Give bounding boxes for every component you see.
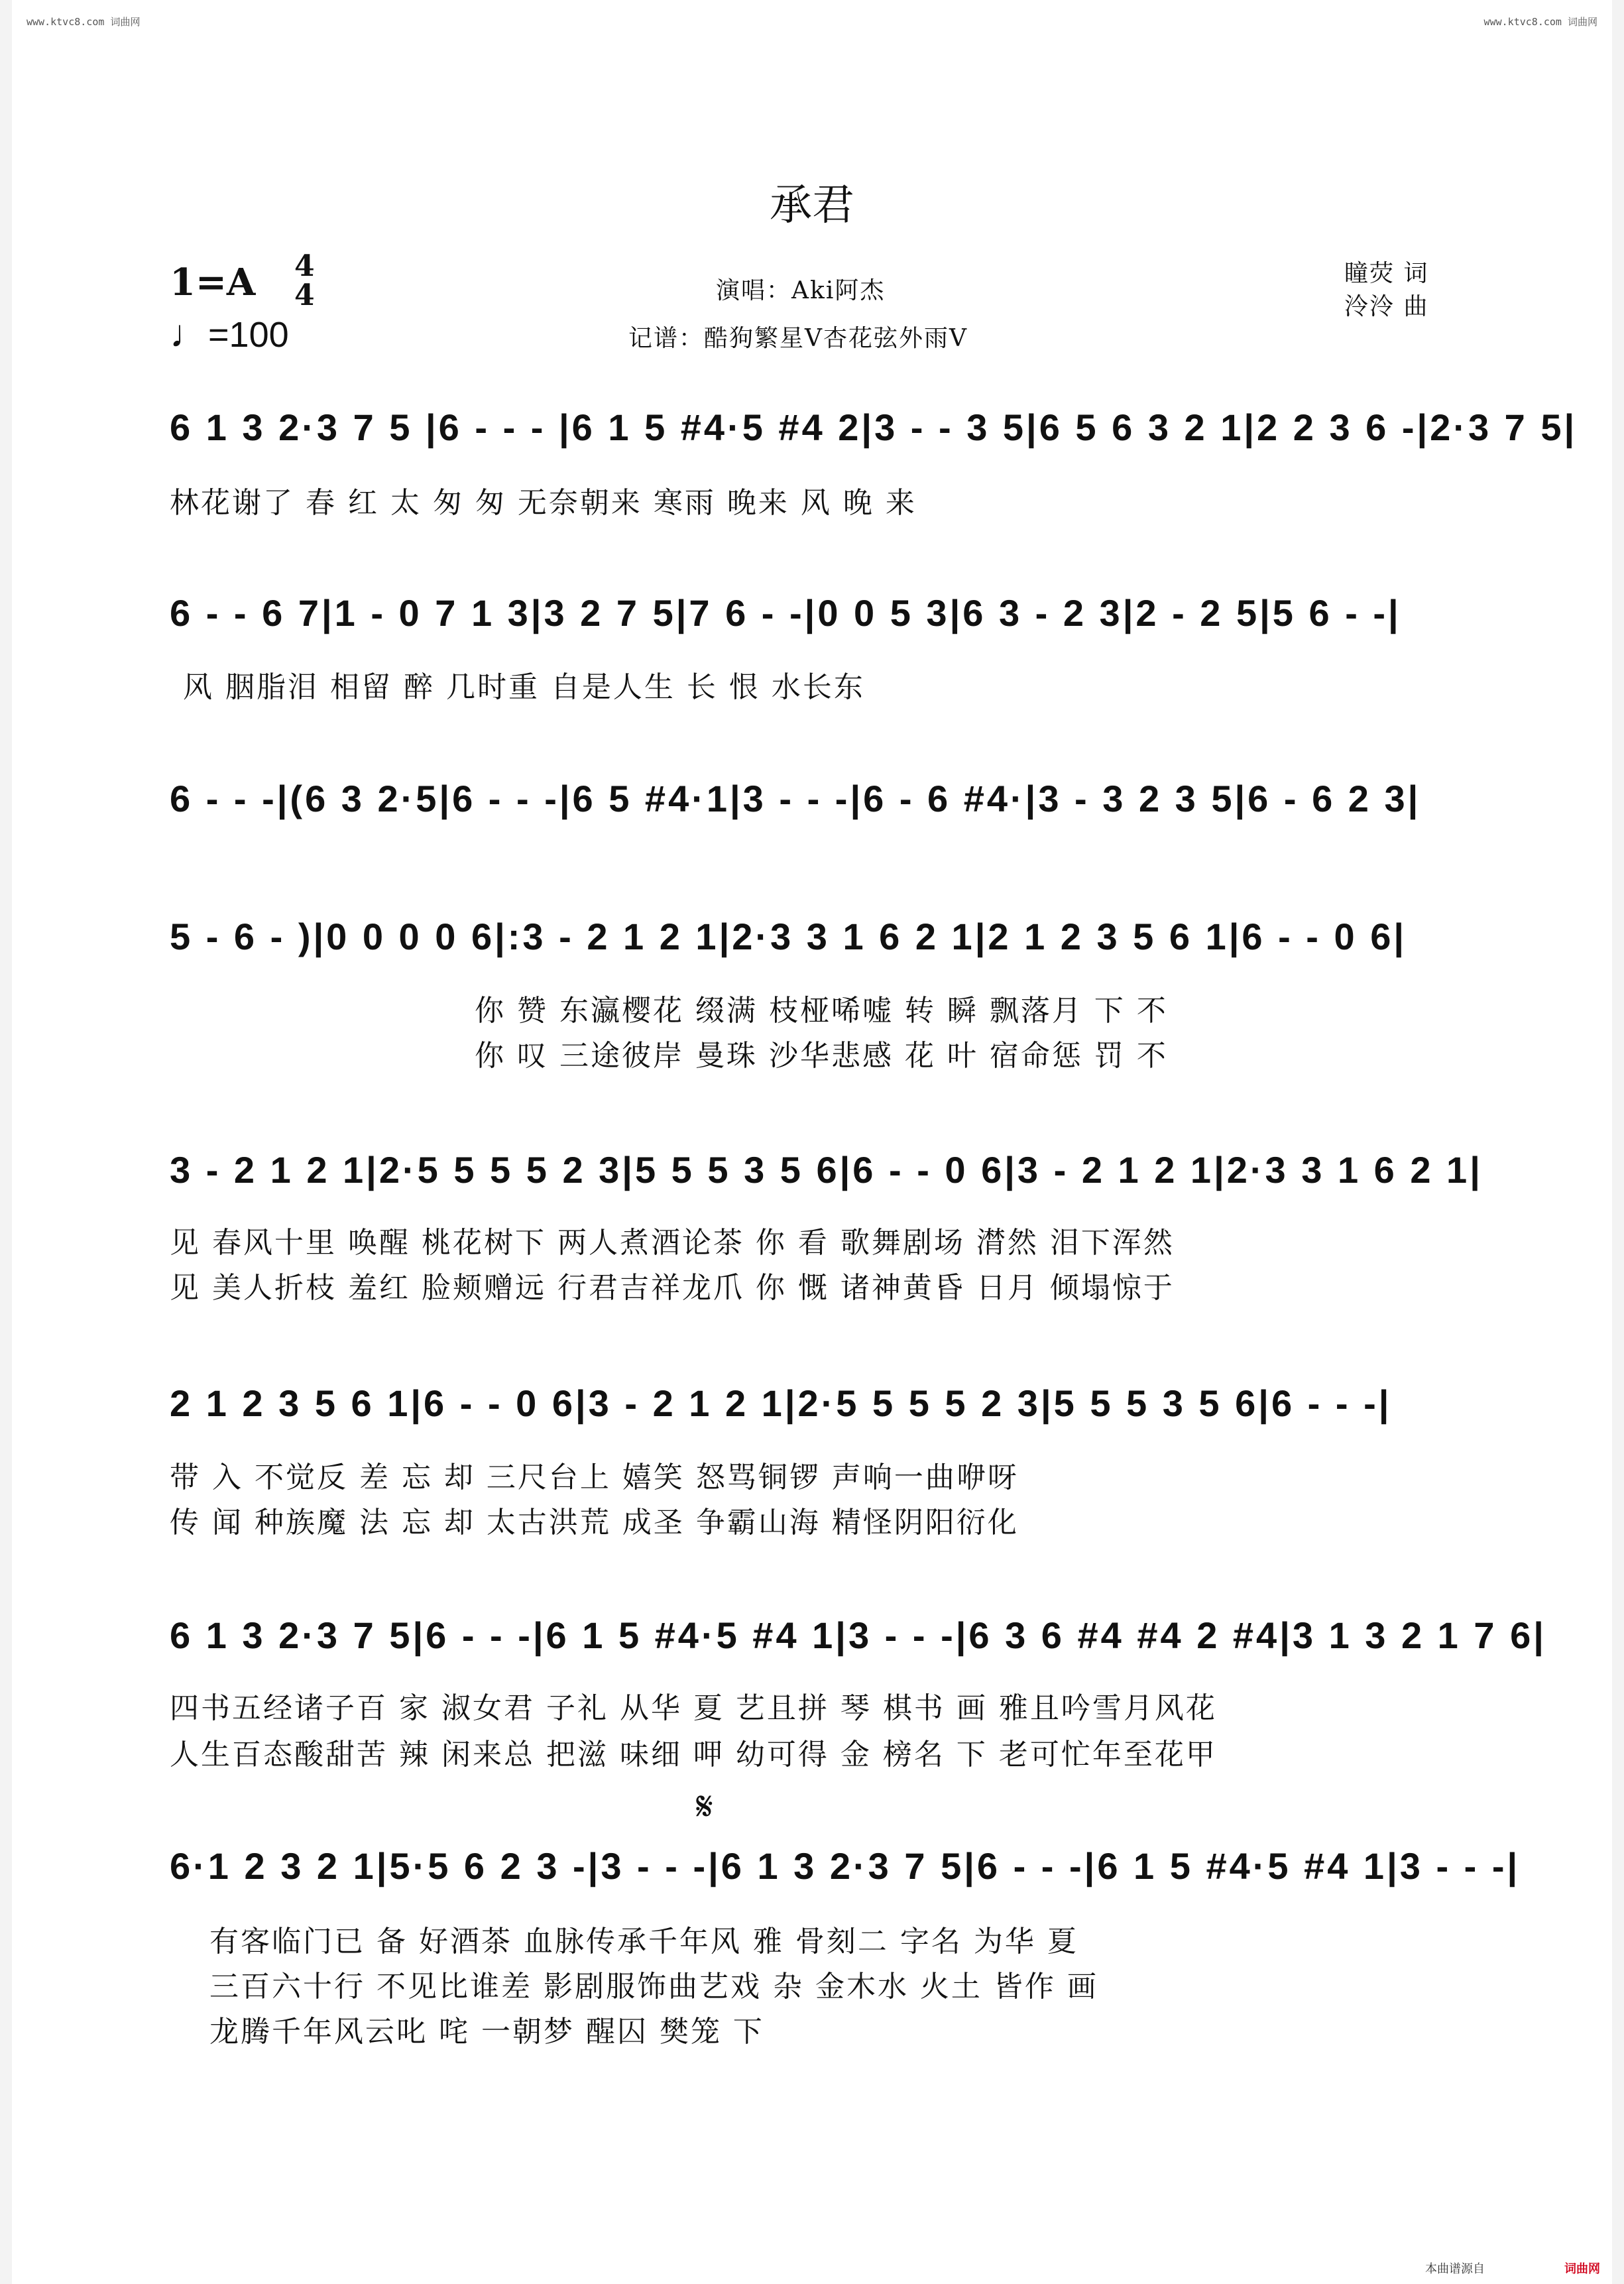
lyric-line-4a: 你 赞 东瀛樱花 缀满 枝桠唏嘘 转 瞬 飘落月 下 不 xyxy=(475,994,1168,1028)
lyric-line-4b: 你 叹 三途彼岸 曼珠 沙华悲感 花 叶 宿命惩 罚 不 xyxy=(475,1039,1168,1073)
notation-line-3: 6 - - -|(6 3 2·5|6 - - -|6 5 #4·1|3 - - -|6 - 6 #4·|3 - 3 2 3 5|6 - 6 2 3| xyxy=(170,778,1421,819)
notation-line-5: 3 - 2 1 2 1|2·5 5 5 5 2 3|5 5 5 3 5 6|6 - - 0 6|3 - 2 1 2 1|2·3 3 1 6 2 1| xyxy=(170,1149,1483,1191)
tempo-value: =100 xyxy=(208,315,289,355)
left-site-text: 词曲网 xyxy=(110,16,141,28)
segno-icon: 𝄋 xyxy=(696,1783,713,1830)
lyric-line-6a: 带 入 不觉反 差 忘 却 三尺台上 嬉笑 怒骂铜锣 声响一曲咿呀 xyxy=(170,1461,1019,1494)
lyric-line-8b: 三百六十行 不见比谁差 影剧服饰曲艺戏 杂 金木水 火土 皆作 画 xyxy=(209,1970,1098,2004)
notation-line-2: 6 - - 6 7|1 - 0 7 1 3|3 2 7 5|7 6 - -|0 0 5 3|6 3 - 2 3|2 - 2 5|5 6 - -| xyxy=(170,592,1401,634)
tempo-marking xyxy=(170,312,289,356)
lyric-line-6b: 传 闻 种族魔 法 忘 却 太古洪荒 成圣 争霸山海 精怪阴阳衍化 xyxy=(170,1506,1019,1539)
time-top: 4 xyxy=(294,249,315,283)
notation-line-7: 6 1 3 2·3 7 5|6 - - -|6 1 5 #4·5 #4 1|3 - - -|6 3 6 #4 #4 2 #4|3 1 3 2 1 7 6| xyxy=(170,1614,1546,1656)
time-bottom: 4 xyxy=(294,278,315,312)
song-title: 承君 xyxy=(770,181,854,230)
transcriber-credit: 记谱：酷狗繁星V杏花弦外雨V xyxy=(628,325,968,352)
header-right-url[interactable] xyxy=(1484,15,1597,29)
right-site-text: 词曲网 xyxy=(1567,16,1597,28)
lyric-line-8c: 龙腾千年风云叱 咤 一朝梦 醒囚 樊笼 下 xyxy=(209,2015,764,2049)
lyric-line-5b: 见 美人折枝 羞红 脸颊赠远 行君吉祥龙爪 你 慨 诸神黄昏 日月 倾塌惊于 xyxy=(170,1271,1175,1305)
lyric-line-7b: 人生百态酸甜苦 辣 闲来总 把滋 味细 呷 幼可得 金 榜名 下 老可忙年至花甲 xyxy=(170,1738,1217,1772)
footer-site-link[interactable]: 词曲网 xyxy=(1564,2262,1600,2276)
right-edge-strip xyxy=(1612,0,1624,2284)
right-url-text[interactable]: www.ktvc8.com xyxy=(1483,16,1562,28)
key-signature: 1=A xyxy=(170,261,256,304)
quarter-note-icon: ♩ xyxy=(170,312,208,355)
lyricist-credit: 瞳荧 词 xyxy=(1344,260,1429,287)
composer-credit: 泠泠 曲 xyxy=(1344,293,1429,320)
left-url-text[interactable]: www.ktvc8.com xyxy=(27,16,105,28)
notation-line-6: 2 1 2 3 5 6 1|6 - - 0 6|3 - 2 1 2 1|2·5 5 5 5 2 3|5 5 5 3 5 6|6 - - -| xyxy=(170,1382,1392,1424)
lyric-line-2: 风 胭脂泪 相留 醉 几时重 自是人生 长 恨 水长东 xyxy=(183,670,865,704)
lyric-line-5a: 见 春风十里 唤醒 桃花树下 两人煮酒论茶 你 看 歌舞剧场 潸然 泪下浑然 xyxy=(170,1226,1175,1260)
singer-credit: 演唱：Aki阿杰 xyxy=(716,277,886,304)
left-edge-strip xyxy=(0,0,12,2284)
lyric-line-7a: 四书五经诸子百 家 淑女君 子礼 从华 夏 艺且拼 琴 棋书 画 雅且吟雪月风花 xyxy=(170,1691,1217,1725)
header-left-url[interactable] xyxy=(27,15,140,29)
notation-line-4: 5 - 6 - )|0 0 0 0 6|:3 - 2 1 2 1|2·3 3 1 6 2 1|2 1 2 3 5 6 1|6 - - 0 6| xyxy=(170,916,1407,957)
notation-line-8: 6·1 2 3 2 1|5·5 6 2 3 -|3 - - -|6 1 3 2·3 7 5|6 - - -|6 1 5 #4·5 #4 1|3 - - -| xyxy=(170,1845,1521,1887)
footer-source: 本曲谱源自 xyxy=(1425,2262,1485,2276)
lyric-line-8a: 有客临门已 备 好酒茶 血脉传承千年风 雅 骨刻二 字名 为华 夏 xyxy=(209,1925,1078,1958)
notation-line-1: 6 1 3 2·3 7 5 |6 - - - |6 1 5 #4·5 #4 2|3 - - 3 5|6 5 6 3 2 1|2 2 3 6 -|2·3 7 5| xyxy=(170,406,1578,448)
time-signature xyxy=(294,249,315,312)
lyric-line-1: 林花谢了 春 红 太 匆 匆 无奈朝来 寒雨 晚来 风 晚 来 xyxy=(170,486,917,520)
